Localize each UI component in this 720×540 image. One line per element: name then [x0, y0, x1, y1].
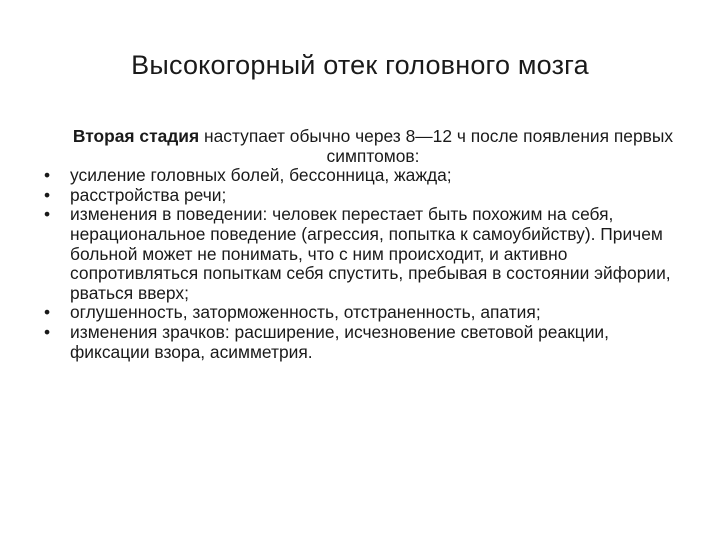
list-item-text: расстройства речи;: [70, 184, 227, 205]
intro-text: наступает обычно через 8—12 ч после появления первых симптомов:: [199, 126, 674, 166]
list-item-text: изменения в поведении: человек перестает быть похожим на себя, нерациональное поведение (агрессия, попытка к самоубийству). Причем больной может не понимать, что с ним происходит, и активно сопротивляться попыткам себя спустить, пребывая в состоянии эйфории, рваться вверх;: [70, 204, 671, 303]
list-item: [38, 303, 678, 323]
slide-title: Высокогорный отек головного мозга: [131, 50, 589, 80]
intro-paragraph: [38, 127, 678, 166]
bullet-icon: •: [43, 165, 51, 186]
list-item: [38, 205, 678, 303]
list-item: [38, 323, 678, 362]
list-item: [38, 166, 678, 186]
list-item: [38, 186, 678, 206]
slide-content: [38, 127, 678, 362]
list-item-text: усиление головных болей, бессонница, жажда;: [70, 165, 452, 186]
bullet-icon: •: [43, 204, 51, 225]
intro-bold-text: Вторая стадия: [72, 126, 200, 146]
bullet-list: [38, 166, 678, 362]
bullet-icon: •: [43, 184, 51, 205]
bullet-icon: •: [43, 302, 51, 323]
bullet-icon: •: [43, 321, 51, 342]
list-item-text: оглушенность, заторможенность, отстраненность, апатия;: [70, 302, 541, 323]
list-item-text: изменения зрачков: расширение, исчезновение световой реакции, фиксации взора, асимметрия.: [70, 321, 609, 362]
